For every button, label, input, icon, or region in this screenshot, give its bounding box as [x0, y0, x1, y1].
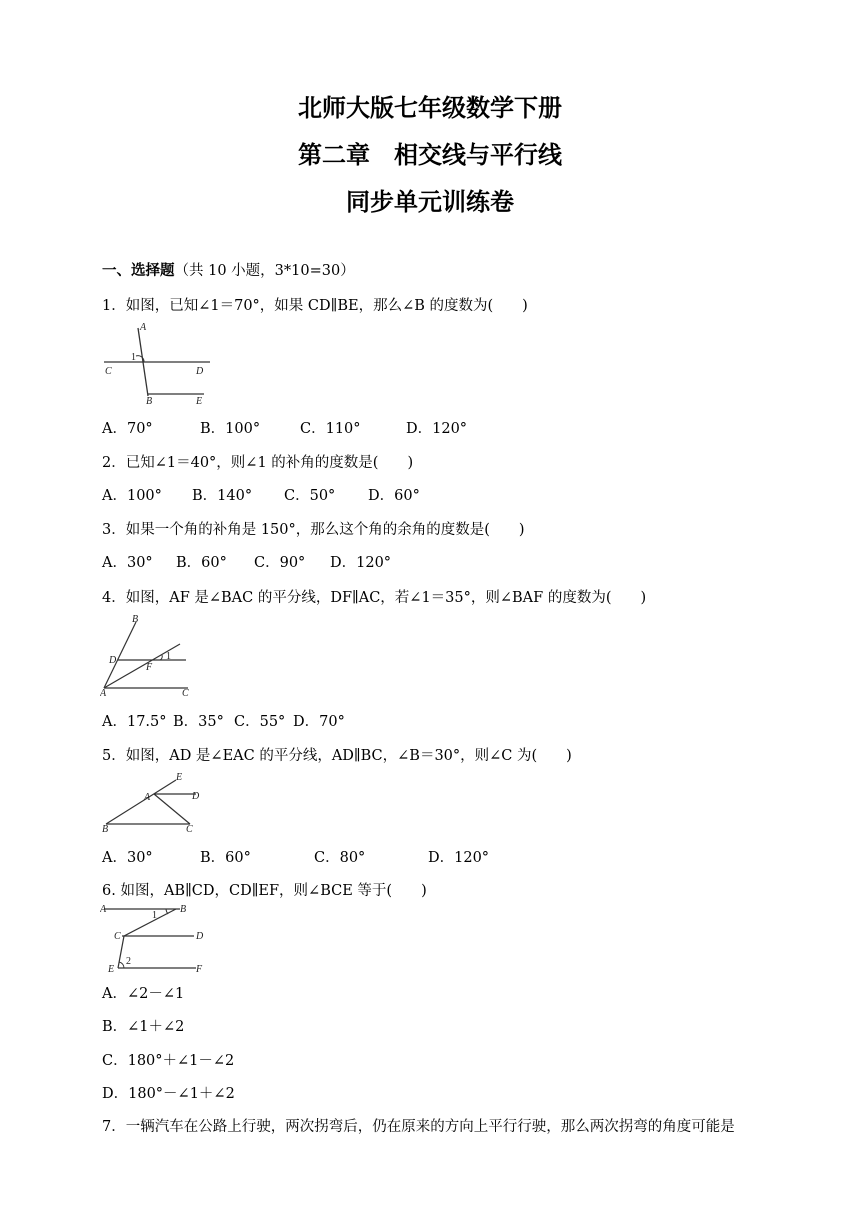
fig4-label-c: C [182, 688, 189, 699]
q3-option-d: D．120° [330, 555, 392, 571]
q2-option-d: D．60° [368, 488, 420, 504]
q3-option-a: A．30° [102, 555, 153, 571]
fig4-label-a: A [100, 688, 107, 699]
q5-option-b: B．60° [200, 850, 251, 866]
question-5-stem: 5．如图，AD 是∠EAC 的平分线，AD∥BC，∠B＝30°，则∠C 为( ) [102, 748, 572, 764]
fig5-label-c: C [186, 824, 193, 835]
fig5-line-be [106, 780, 176, 824]
question-1-figure [100, 318, 220, 406]
q2-option-c: C．50° [284, 488, 336, 504]
question-2-stem: 2．已知∠1＝40°，则∠1 的补角的度数是( ) [102, 455, 414, 471]
fig6-line-bc [124, 909, 176, 936]
fig6-label-c: C [114, 931, 121, 942]
question-3-stem: 3．如果一个角的补角是 150°，那么这个角的余角的度数是( ) [102, 522, 525, 538]
fig5-label-a: A [144, 792, 151, 803]
fig6-label-a: A [100, 904, 107, 915]
fig6-label-1: 1 [152, 910, 157, 921]
q1-option-d: D．120° [406, 421, 468, 437]
subtitle: 同步单元训练卷 [346, 188, 514, 216]
section-heading [102, 259, 355, 280]
q4-option-b: B．35° [173, 714, 224, 730]
q6-option-c: C．180°＋∠1－∠2 [102, 1053, 235, 1069]
fig1-label-b: B [146, 396, 153, 406]
fig6-angle-arc-2 [119, 962, 124, 968]
fig6-label-f: F [196, 964, 203, 975]
section-note: （共 10 小题，3*10=30） [174, 263, 355, 279]
chapter-title: 第二章 相交线与平行线 [298, 141, 562, 169]
q6-option-a: A．∠2－∠1 [102, 986, 185, 1002]
section-title: 一、选择题 [102, 263, 175, 279]
q5-option-a: A．30° [102, 850, 153, 866]
fig4-label-f: F [146, 662, 153, 673]
q2-option-b: B．140° [192, 488, 253, 504]
question-6-stem: 6. 如图，AB∥CD，CD∥EF，则∠BCE 等于( ) [102, 883, 427, 899]
q5-option-c: C．80° [314, 850, 366, 866]
question-1-stem: 1．如图，已知∠1＝70°，如果 CD∥BE，那么∠B 的度数为( ) [102, 298, 528, 314]
fig1-label-1: 1 [131, 352, 136, 363]
fig5-label-d: D [192, 791, 200, 802]
fig4-label-b: B [132, 614, 139, 625]
q2-option-a: A．100° [102, 488, 162, 504]
q1-option-a: A．70° [102, 421, 153, 437]
fig6-label-d: D [196, 931, 204, 942]
fig4-label-1: 1 [166, 651, 171, 662]
q5-option-d: D．120° [428, 850, 490, 866]
q4-option-c: C．55° [234, 714, 286, 730]
question-7-stem: 7．一辆汽车在公路上行驶，两次拐弯后，仍在原来的方向上平行行驶，那么两次拐弯的角度可能是 [102, 1119, 735, 1135]
question-4-stem: 4．如图，AF 是∠BAC 的平分线，DF∥AC，若∠1＝35°，则∠BAF 的度数为( ) [102, 590, 647, 606]
fig5-label-b: B [102, 824, 109, 835]
fig6-angle-arc-1 [166, 909, 168, 914]
fig5-label-e: E [176, 772, 183, 783]
fig5-line-ac [154, 794, 190, 824]
fig6-label-2: 2 [126, 956, 131, 967]
q4-option-a: A．17.5° [102, 714, 167, 730]
q1-option-b: B．100° [200, 421, 261, 437]
question-4-figure [100, 612, 196, 700]
q3-option-b: B．60° [176, 555, 227, 571]
q4-option-d: D．70° [293, 714, 345, 730]
fig6-label-e: E [108, 964, 115, 975]
fig1-label-a: A [140, 322, 147, 333]
question-5-figure [100, 770, 200, 836]
question-6-figure [100, 898, 210, 978]
fig6-label-b: B [180, 904, 187, 915]
q3-option-c: C．90° [254, 555, 306, 571]
doc-title: 北师大版七年级数学下册 [298, 94, 562, 122]
fig1-label-d: D [196, 366, 204, 377]
q1-option-c: C．110° [300, 421, 361, 437]
fig1-label-e: E [196, 396, 203, 406]
fig4-label-d: D [109, 655, 117, 666]
fig1-label-c: C [105, 366, 112, 377]
q6-option-d: D．180°－∠1＋∠2 [102, 1086, 235, 1102]
q6-option-b: B．∠1＋∠2 [102, 1019, 185, 1035]
